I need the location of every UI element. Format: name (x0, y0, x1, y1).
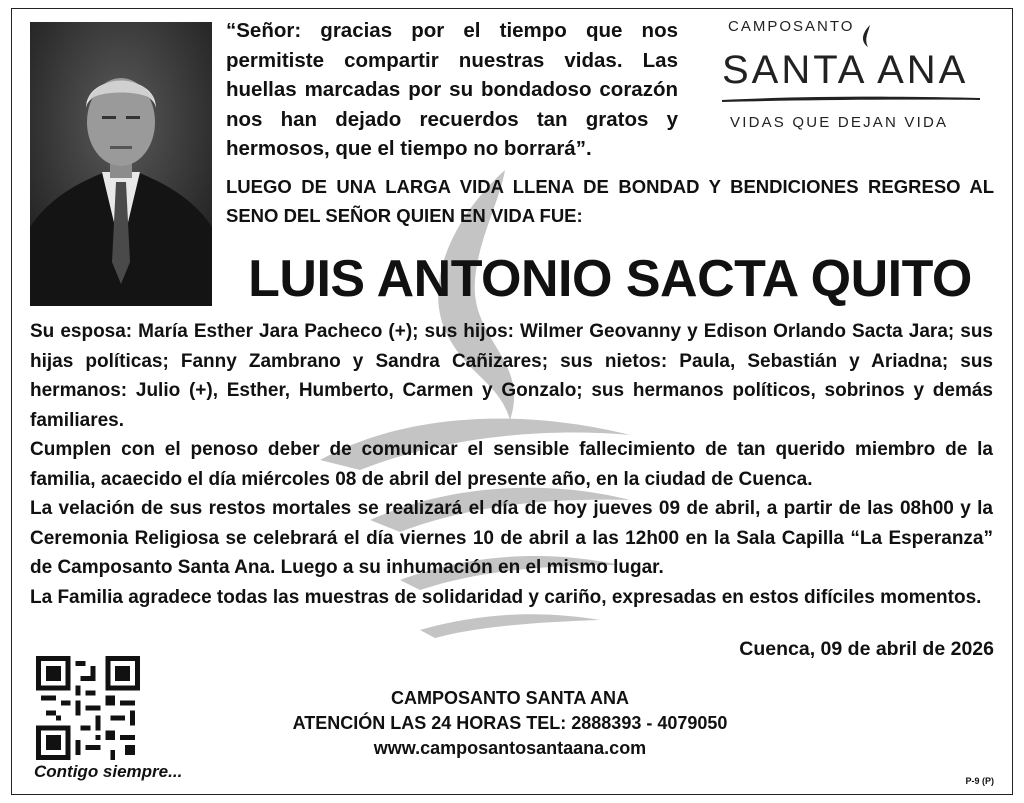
page-code: P-9 (P) (965, 776, 994, 786)
footer-phone: ATENCIÓN LAS 24 HORAS TEL: 2888393 - 4079050 (292, 713, 728, 733)
logo-top-text: CAMPOSANTO (728, 18, 855, 35)
family-paragraph: Su esposa: María Esther Jara Pacheco (+); sus hijos: Wilmer Geovanny y Edison Orlando Sacta Jara; sus hijas políticas; Fanny Zambrano y Sandra Cañizares; sus nietos: Paula, Sebastián y Ariadna; sus hermanos: Julio (+), Esther, Humberto, Carmen y Gonzalo; sus hermanos políticos, sobrinos y demás familiares. (30, 321, 993, 431)
qr-code[interactable] (36, 656, 140, 760)
footer-company: CAMPOSANTO SANTA ANA (391, 688, 629, 708)
logo-flame-icon (858, 25, 880, 85)
camposanto-logo (716, 16, 986, 138)
thanks-paragraph: La Familia agradece todas las muestras de solidaridad y cariño, expresadas en estos difíciles momentos. (30, 586, 982, 608)
logo-name-text: SANTA ANA (722, 48, 969, 92)
intro-text: LUEGO DE UNA LARGA VIDA LLENA DE BONDAD Y BENDICIONES REGRESO AL SENO DEL SEÑOR QUIEN EN VIDA FUE: (226, 176, 994, 226)
quote-text: “Señor: gracias por el tiempo que nos permitiste compartir nuestras vidas. Las huellas marcadas por su bondadoso corazón nos han dejado recuerdos tan gratos y hermosos, que el tiempo no borrará”. (226, 19, 678, 160)
footer-contact (240, 686, 780, 761)
motto-text: Contigo siempre... (34, 762, 183, 781)
footer-website-link[interactable]: www.camposantosantaana.com (373, 738, 647, 758)
logo-swoosh-line (722, 96, 980, 102)
announcement-paragraph: Cumplen con el penoso deber de comunicar el sensible fallecimiento de tan querido miembro de la familia, acaecido el día miércoles 08 de abril del presente año, en la ciudad de Cuenca. (30, 439, 993, 490)
logo-tagline: VIDAS QUE DEJAN VIDA (730, 114, 949, 131)
ceremony-paragraph: La velación de sus restos mortales se realizará el día de hoy jueves 09 de abril, a partir de las 08h00 y la Ceremonia Religiosa se celebrará el día viernes 10 de abril a las 12h00 en la Sala Capilla “La Esperanza” de Camposanto Santa Ana. Luego a su inhumación en el mismo lugar. (30, 498, 993, 578)
notice-body (30, 317, 993, 612)
deceased-name: LUIS ANTONIO SACTA QUITO (248, 250, 972, 308)
deceased-portrait (30, 22, 212, 306)
date-signoff: Cuenca, 09 de abril de 2026 (739, 638, 994, 660)
